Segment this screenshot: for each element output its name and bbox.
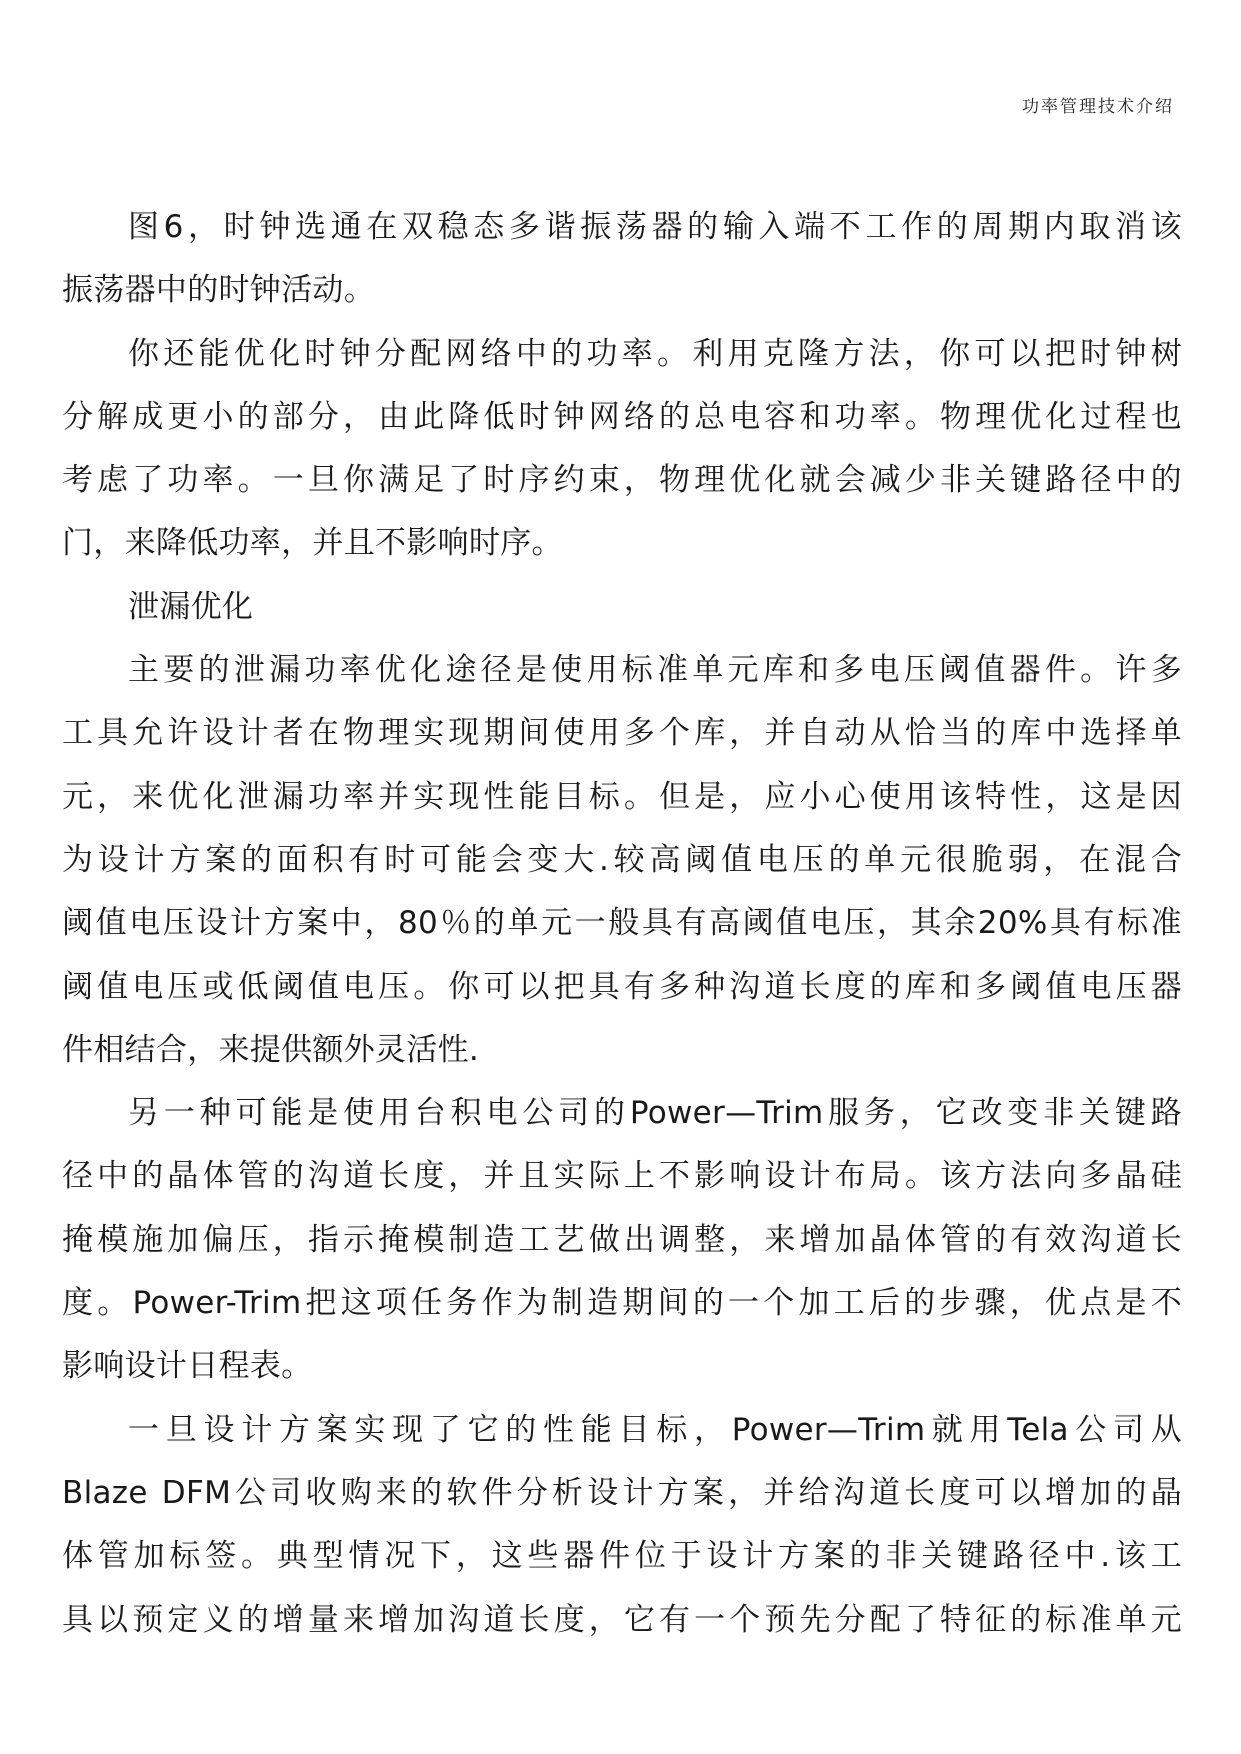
text-line: 体管加标签。典型情况下，这些器件位于设计方案的非关键路径中.该工 (62, 1538, 1182, 1575)
text-line: 掩模施加偏压，指示掩模制造工艺做出调整，来增加晶体管的有效沟道长 (62, 1221, 1182, 1258)
text-line: 为设计方案的面积有时可能会变大.较高阈值电压的单元很脆弱，在混合 (62, 841, 1182, 878)
text-line: Blaze DFM公司收购来的软件分析设计方案，并给沟道长度可以增加的晶 (62, 1474, 1182, 1511)
text-line: 另一种可能是使用台积电公司的Power—Trim服务，它改变非关键路 (128, 1095, 1182, 1132)
text-line: 径中的晶体管的沟道长度，并且实际上不影响设计布局。该方法向多晶硅 (62, 1158, 1182, 1195)
running-header: 功率管理技术介绍 (1022, 97, 1174, 117)
text-line: 件相结合，来提供额外灵活性. (62, 1031, 480, 1068)
text-line: 阈值电压设计方案中，80％的单元一般具有高阈值电压，其余20%具有标准 (62, 905, 1182, 942)
body-text (62, 196, 1182, 1652)
section-heading: 泄漏优化 (128, 588, 254, 625)
text-line: 元，来优化泄漏功率并实现性能目标。但是，应小心使用该特性，这是因 (62, 778, 1182, 815)
text-line: 影响设计日程表。 (62, 1348, 313, 1385)
text-line: 一旦设计方案实现了它的性能目标，Power—Trim就用Tela公司从 (128, 1411, 1182, 1448)
text-line: 工具允许设计者在物理实现期间使用多个库，并自动从恰当的库中选择单 (62, 715, 1182, 752)
text-line: 主要的泄漏功率优化途径是使用标准单元库和多电压阈值器件。许多 (128, 652, 1182, 689)
text-line: 你还能优化时钟分配网络中的功率。利用克隆方法，你可以把时钟树 (128, 335, 1182, 372)
text-line: 门，来降低功率，并且不影响时序。 (62, 525, 563, 562)
text-line: 具以预定义的增量来增加沟道长度，它有一个预先分配了特征的标准单元 (62, 1601, 1182, 1638)
text-line: 振荡器中的时钟活动。 (62, 272, 375, 309)
text-line: 图6，时钟选通在双稳态多谐振荡器的输入端不工作的周期内取消该 (128, 209, 1182, 245)
text-line: 阈值电压或低阈值电压。你可以把具有多种沟道长度的库和多阈值电压器 (62, 968, 1182, 1005)
text-line: 分解成更小的部分，由此降低时钟网络的总电容和功率。物理优化过程也 (62, 398, 1182, 435)
text-line: 度。Power-Trim把这项任务作为制造期间的一个加工后的步骤，优点是不 (62, 1285, 1182, 1322)
text-line: 考虑了功率。一旦你满足了时序约束，物理优化就会减少非关键路径中的 (62, 462, 1182, 499)
